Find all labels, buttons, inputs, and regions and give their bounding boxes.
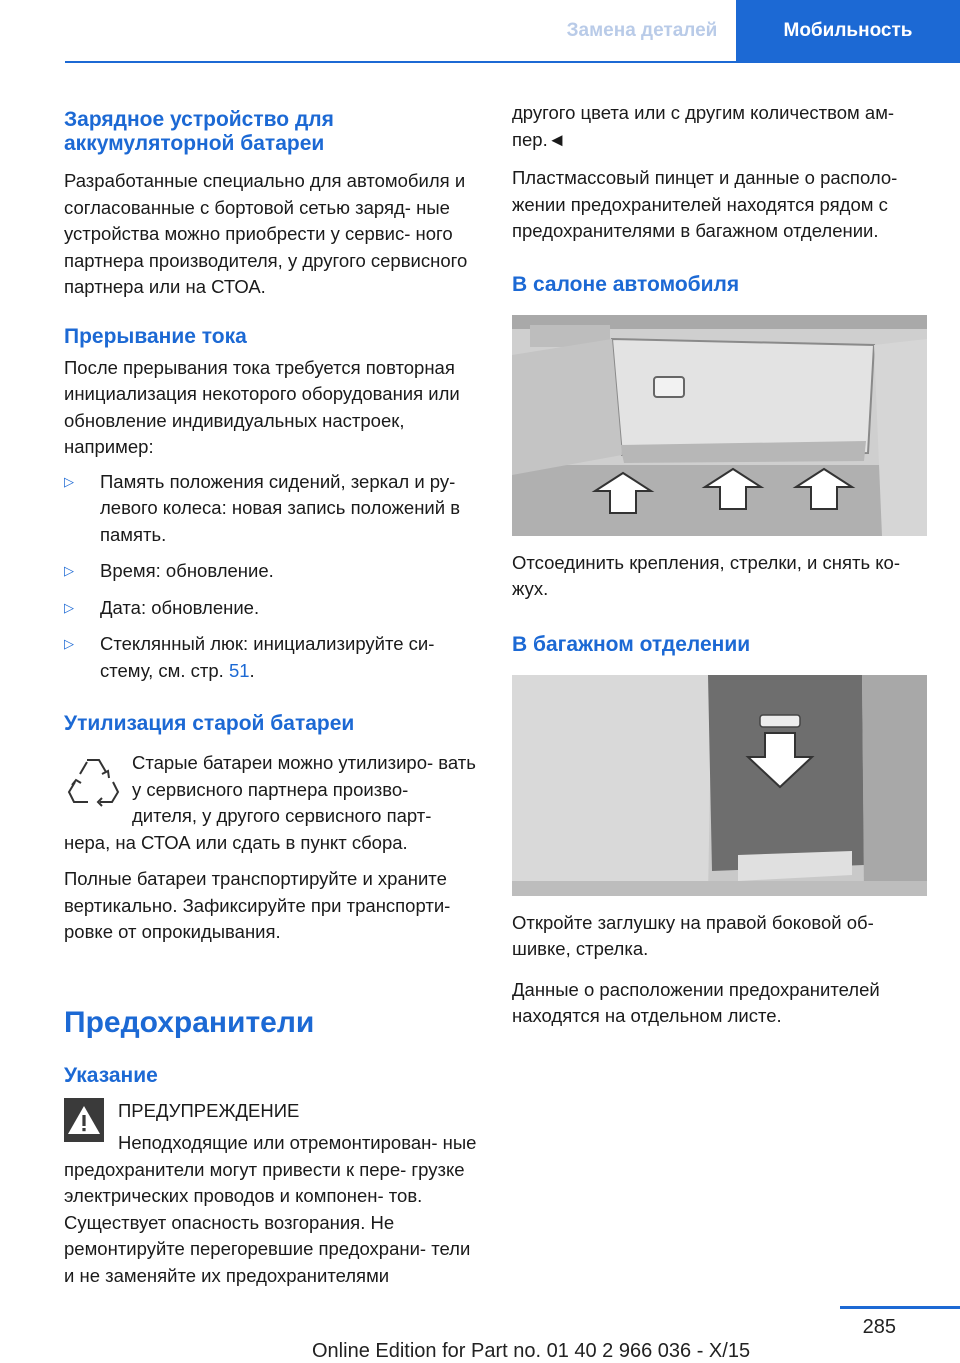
left-column [64,100,478,1289]
paragraph-interruption: После прерывания тока требуется повторная инициализация некоторого оборудования или обновление индивидуальных настроек, например: [64,356,460,457]
reinit-list [64,469,478,685]
warning-text: Неподходящие или отремонтирован- ные предохранители могут привести к пере- грузке электрических проводов и компонен- тов. Существует опасность возгорания. Не ремонтируйте перегоревшие предохрани- тели и не заменяйте их предохранителями [64,1132,477,1286]
list-item [64,595,478,622]
tab-mobility[interactable]: Мобильность [736,0,960,62]
header-divider [65,61,960,63]
warning-title: ПРЕДУПРЕЖДЕНИЕ [118,1099,300,1121]
paragraph-charger: Разработанные специально для автомобиля и согласованные с бортовой сетью заряд- ные устройства можно приобрести у сервис- ного партнера производителя, у другого сервисного партнера или на СТОА. [64,170,468,297]
tab-parts-replacement[interactable]: Замена деталей [548,0,736,62]
disposal-block [64,750,478,856]
page-number: 285 [862,1316,896,1338]
paragraph-tweezers: Пластмассовый пинцет и данные о располо- жении предохранителей находятся рядом с предохранителями в багажном отделении. [512,167,898,241]
heading-battery-disposal: Утилизация старой батареи [64,712,355,735]
footer-divider [840,1306,960,1309]
paragraph-transport: Полные батареи транспортируйте и храните вертикально. Зафиксируйте при транспорти- ровке от опрокидывания. [64,868,451,942]
caption-cabin: Отсоединить крепления, стрелки, и снять ко- жух. [512,551,900,599]
list-item-text: Время: обновление. [100,560,274,581]
trunk-panel-photo [512,675,927,896]
heading-trunk: В багажном отделении [512,632,751,656]
heading-battery-charger: Зарядное устройство для аккумуляторной батареи [64,108,334,155]
paragraph-continuation: другого цвета или с другим количеством ам- пер.◄ [512,102,895,150]
list-item-text: Дата: обновление. [100,596,260,618]
bullet-triangle-icon: ▷ [64,599,74,615]
warning-block [64,1098,478,1290]
warning-icon [66,1104,102,1136]
list-item-suffix: . [249,659,255,681]
caption-trunk: Откройте заглушку на правой боковой об- шивке, стрелка. [512,911,874,959]
list-item [64,558,478,585]
bullet-triangle-icon: ▷ [64,563,74,578]
heading-fuses: Предохранители [64,1005,315,1039]
list-item [64,631,478,684]
heading-note: Указание [64,1063,158,1087]
recycle-icon [64,752,122,810]
list-item [64,469,478,549]
heading-power-interruption: Прерывание тока [64,324,247,348]
paragraph-disposal: Старые батареи можно утилизиро- вать у сервисного партнера произво- дителя, у другого сервисного парт- нера, на СТОА или сдать в пункт сбора. [64,752,476,853]
header-tabs [548,0,960,62]
right-column [512,100,930,1030]
bullet-triangle-icon: ▷ [64,473,74,489]
heading-cabin: В салоне автомобиля [512,272,740,296]
list-item-text: Стеклянный люк: инициализируйте си- стему, см. стр. [100,633,435,681]
page-reference-link[interactable]: 51 [228,659,250,681]
cabin-glovebox-photo [512,315,927,536]
bullet-triangle-icon: ▷ [64,636,74,651]
list-item-text-wrap [100,631,478,684]
paragraph-trunk-info: Данные о расположении предохранителей находятся на отдельном листе. [512,978,880,1026]
list-item-text: Память положения сидений, зеркал и ру- левого колеса: новая запись положений в память. [100,470,461,545]
edition-note: Online Edition for Part no. 01 40 2 966 036 - X/15 [312,1340,751,1362]
warning-icon-box [64,1098,104,1142]
